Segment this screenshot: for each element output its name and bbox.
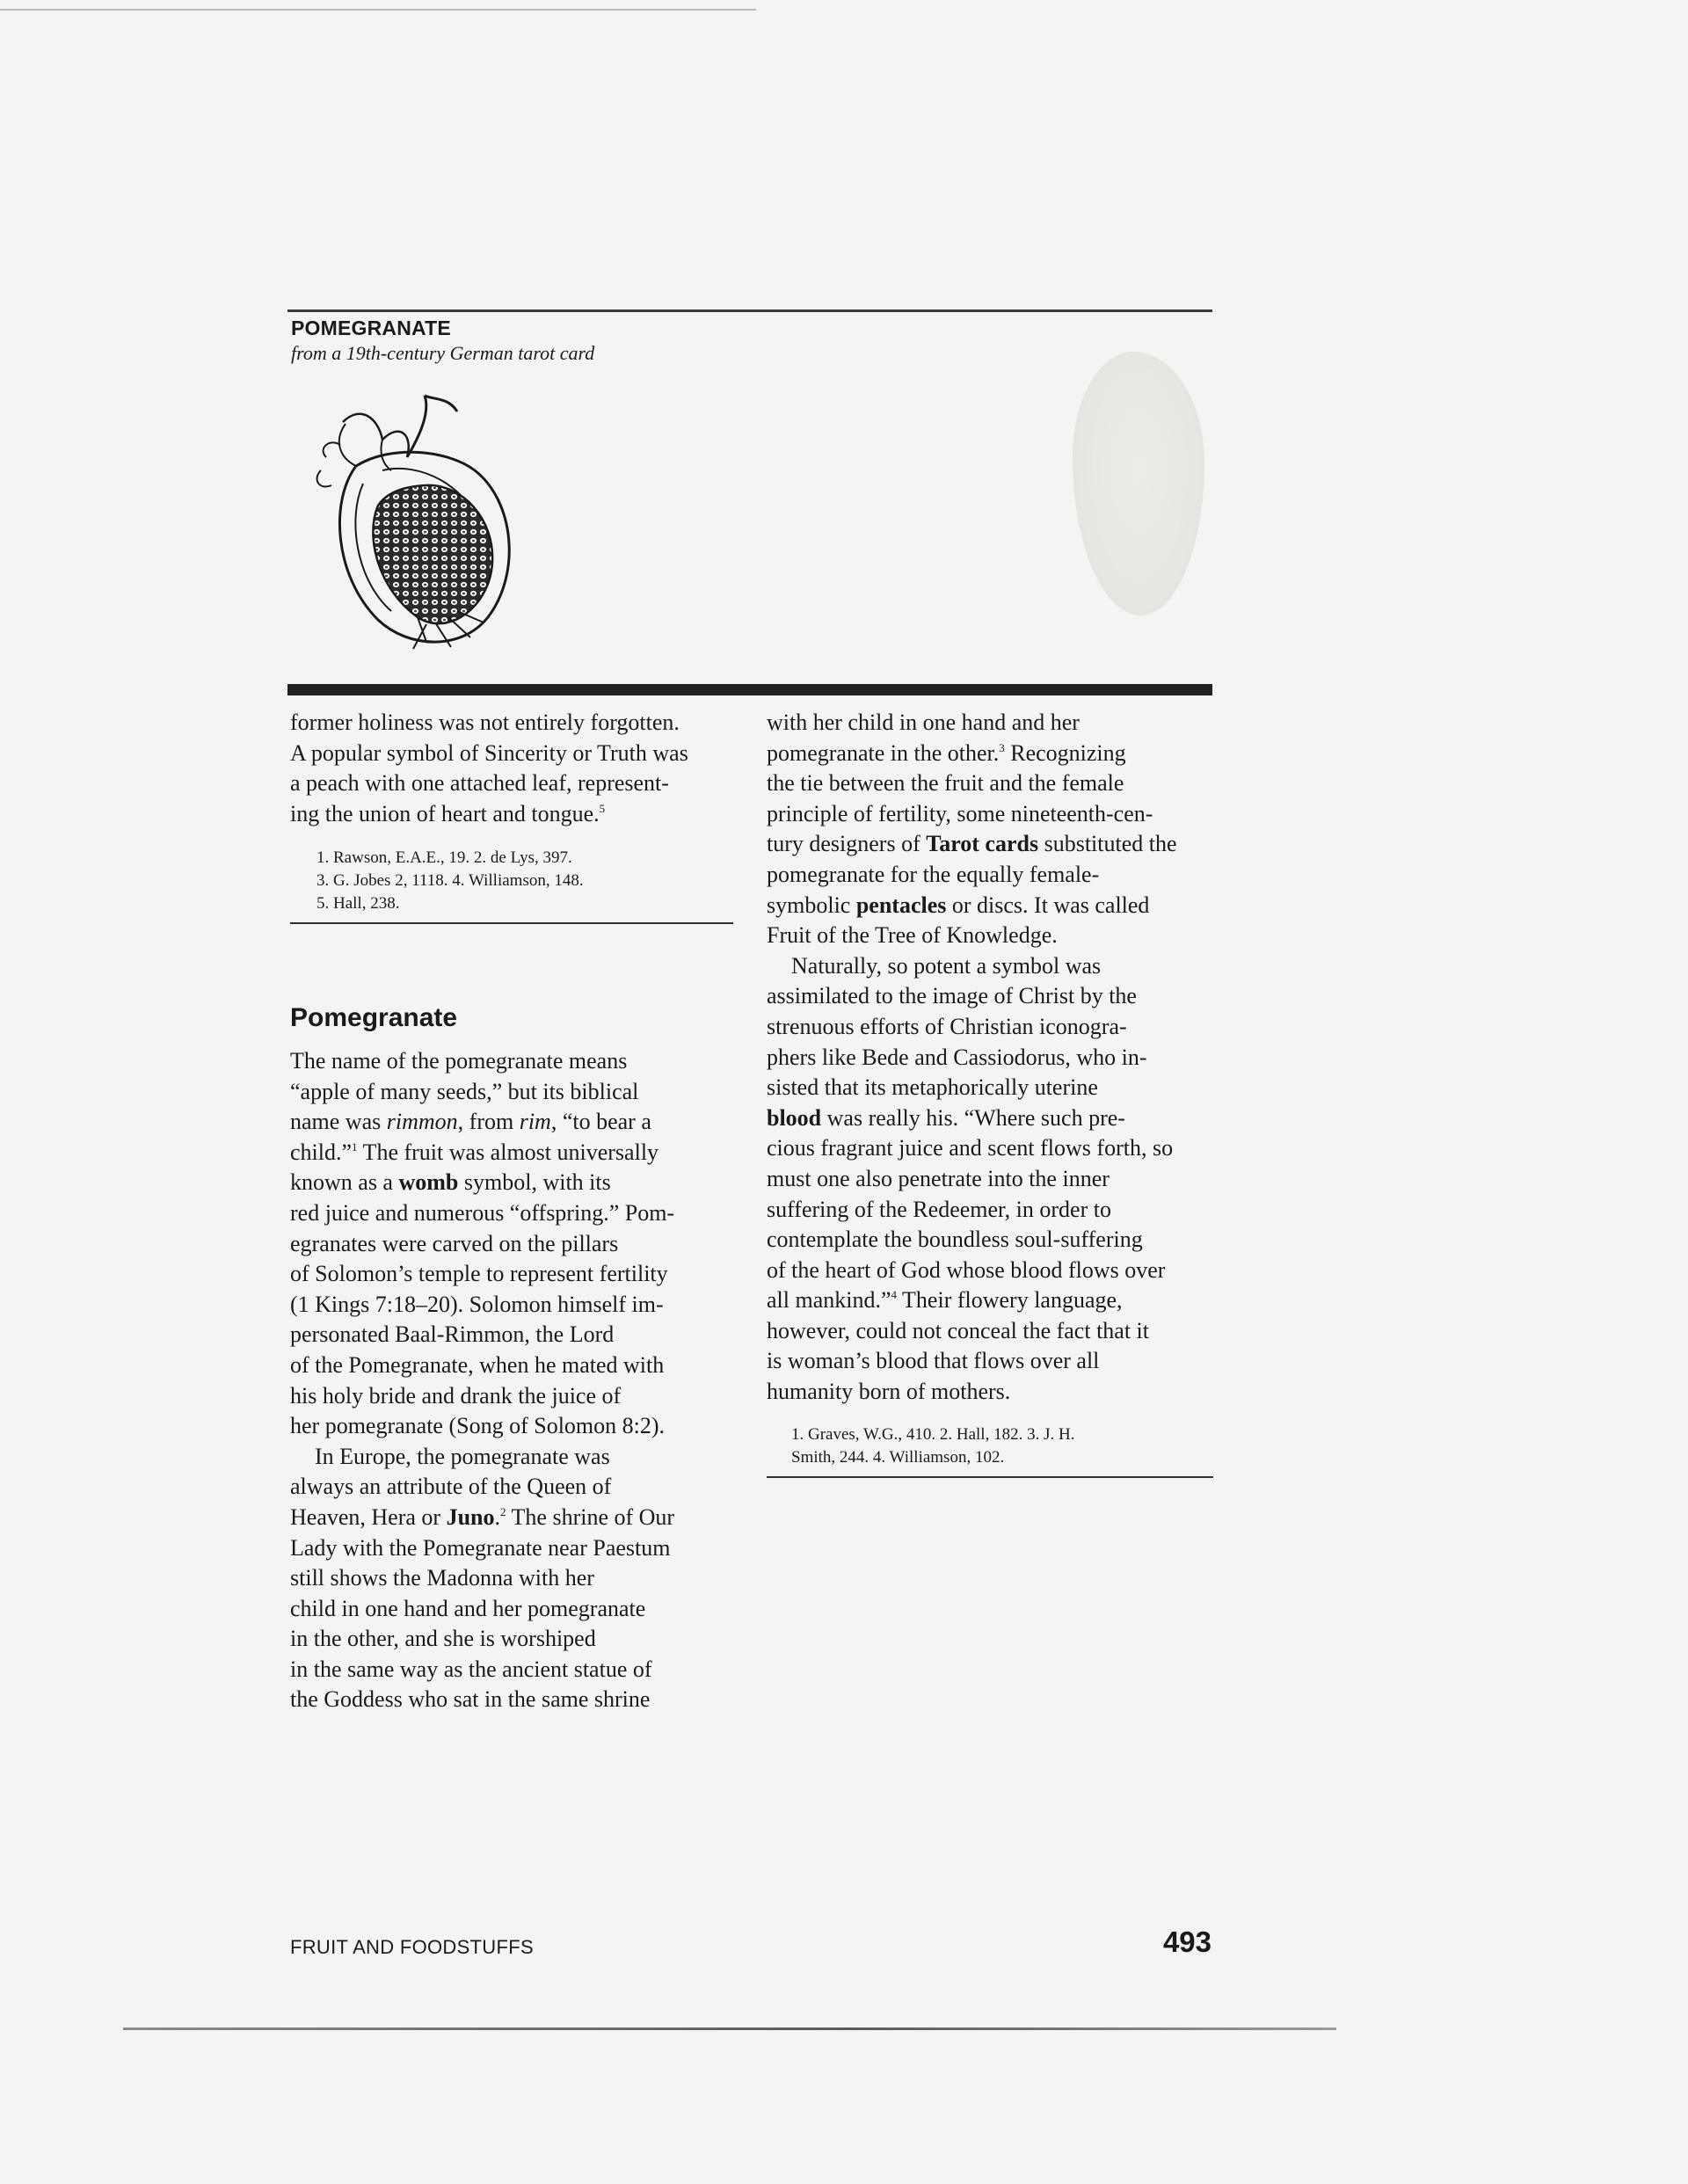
- page-number: 493: [1162, 1926, 1211, 1958]
- article-right-column: [767, 708, 1213, 1478]
- paragraph-1: The name of the pomegranate means “apple of many seeds,” but its biblical name was rimmon, from rim, “to bear a child.”$^1$ The fruit was almost universally known as a womb symbol, with its red juice and numerous “offspring.” Pom- egranates were carved on the pillars of Solomon’s temple to represent fertility (1 Kings 7:18–20). Solomon himself im- personated Baal-Rimmon, the Lord of the Pomegranate, when he mated with his holy bride and drank the juice of her pomegranate (Song of Solomon 8:2).: [290, 1048, 675, 1439]
- paragraph-3: with her child in one hand and her pomegranate in the other.$^3$ Recognizing the tie between the fruit and the female principle of fertility, some nineteenth-cen- tury designers of Tarot cards substituted the pomegranate for the equally female- symbolic pentacles or discs. It was called Fruit of the Tree of Knowledge.: [767, 710, 1177, 949]
- continued-paragraph: former holiness was not entirely forgotten. A popular symbol of Sincerity or Truth was a peach with one attached leaf, represent- ing the union of heart and tongue.$^5$: [290, 710, 688, 826]
- scan-edge-bottom: [123, 2027, 1336, 2030]
- paragraph-4: Naturally, so potent a symbol was assimilated to the image of Christ by the strenuous efforts of Christian iconogra- phers like Bede and Cassiodorus, who in- sisted that its metaphorically uterine blood was really his. “Where such pre- cious fragrant juice and scent flows forth, so must one also penetrate into the inner suffering of the Redeemer, in order to contemplate the boundless soul-suffering of the heart of God whose blood flows over all mankind.”$^4$ Their flowery language, however, could not conceal the fact that it is woman’s blood that flows over all humanity born of mothers.: [767, 952, 1174, 1405]
- running-footer-section: FRUIT AND FOODSTUFFS: [290, 1936, 534, 1958]
- scan-edge-top: [0, 9, 756, 11]
- section-divider: [290, 922, 733, 924]
- top-rule: [287, 309, 1212, 312]
- pomegranate-illustration: [295, 387, 558, 668]
- endnotes-right: 1. Graves, W.G., 410. 2. Hall, 182. 3. J. H. Smith, 244. 4. Williamson, 102.: [791, 1424, 1075, 1467]
- figure-caption: from a 19th-century German tarot card: [291, 342, 595, 364]
- figure-title: POMEGRANATE: [291, 317, 451, 339]
- bleed-through-shape: [1073, 352, 1204, 615]
- article-end-divider: [767, 1476, 1213, 1478]
- paragraph-2: In Europe, the pomegranate was always an attribute of the Queen of Heaven, Hera or Juno.$^2$ The shrine of Our Lady with the Pomegranate near Paestum still shows the Madonna with her child in one hand and her pomegranate in the other, and she is worshiped in the same way as the ancient statue of the Goddess who sat in the same shrine: [290, 1443, 675, 1713]
- article-heading: Pomegranate: [290, 1003, 458, 1032]
- left-column-continuation: [290, 708, 733, 924]
- endnotes-left: 1. Rawson, E.A.E., 19. 2. de Lys, 397. 3. G. Jobes 2, 1118. 4. Williamson, 148. 5. Hall, 238.: [316, 848, 584, 914]
- figure-bottom-rule: [287, 684, 1212, 695]
- article-left-column: [290, 1046, 733, 1715]
